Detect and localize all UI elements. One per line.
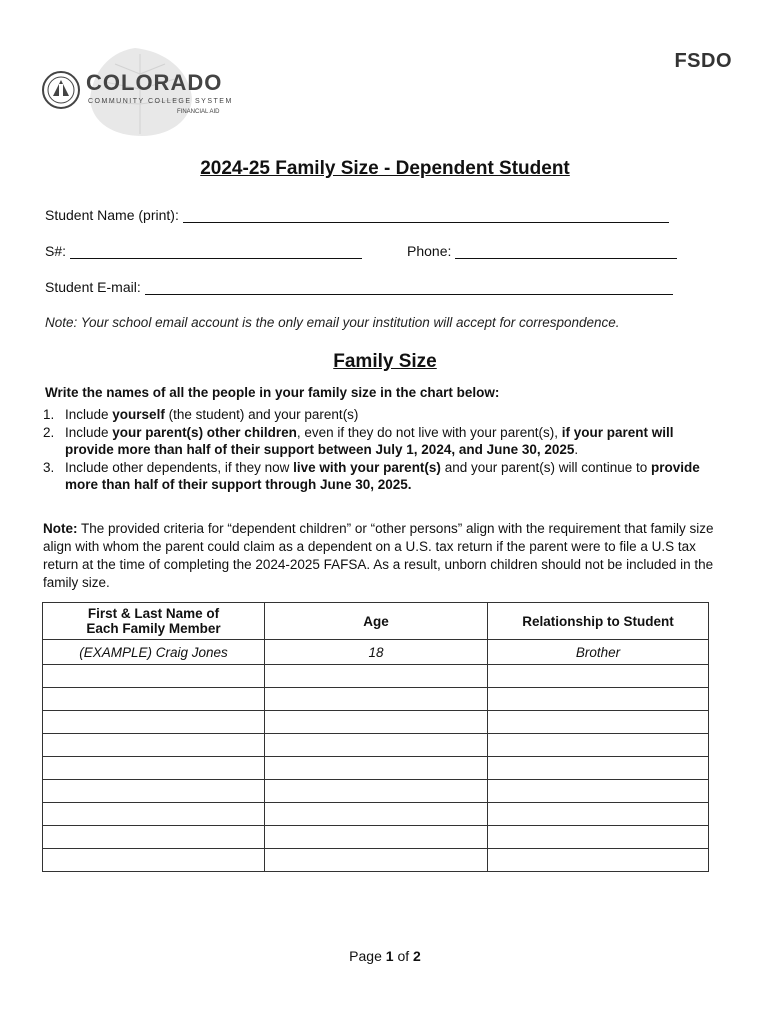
instructions-heading: Write the names of all the people in your family size in the chart below: — [45, 385, 500, 400]
phone-input-line[interactable] — [455, 244, 677, 259]
header-name: First & Last Name of Each Family Member — [43, 603, 265, 640]
student-name-field[interactable] — [45, 207, 669, 223]
cell-age[interactable] — [265, 826, 488, 849]
s-number-field[interactable] — [45, 243, 362, 259]
cell-age[interactable] — [265, 849, 488, 872]
cell-name[interactable] — [43, 803, 265, 826]
cell-relationship[interactable] — [488, 688, 709, 711]
cell-relationship[interactable] — [488, 757, 709, 780]
table-row — [43, 734, 709, 757]
cell-name[interactable] — [43, 780, 265, 803]
table-row — [43, 757, 709, 780]
section-title: Family Size — [333, 351, 437, 372]
table-row — [43, 803, 709, 826]
criteria-note-text: The provided criteria for “dependent children” or “other persons” align with the requirement that family size align with whom the parent could claim as a dependent on a U.S. tax return if the parent were to file a U.S tax return at the time of completing the 2024-2025 FAFSA. As a result, unborn children should not be included in the family size. — [43, 521, 714, 590]
example-age: 18 — [265, 640, 488, 665]
form-code: FSDO — [674, 50, 732, 72]
cell-age[interactable] — [265, 688, 488, 711]
cell-relationship[interactable] — [488, 734, 709, 757]
cell-age[interactable] — [265, 734, 488, 757]
email-label: Student E-mail: — [45, 279, 141, 295]
cell-name[interactable] — [43, 757, 265, 780]
email-input-line[interactable] — [145, 280, 673, 295]
instructions-list — [43, 406, 723, 494]
example-name: (EXAMPLE) Craig Jones — [43, 640, 265, 665]
logo-department: FINANCIAL AID — [177, 109, 220, 115]
student-name-label: Student Name (print): — [45, 207, 179, 223]
instruction-item: 3. Include other dependents, if they now live with your parent(s) and your parent(s) will continue to provide more than half of their support through June 30, 2025. — [43, 459, 700, 492]
cell-name[interactable] — [43, 711, 265, 734]
cell-name[interactable] — [43, 849, 265, 872]
page-title: 2024-25 Family Size - Dependent Student — [200, 158, 570, 179]
cell-age[interactable] — [265, 665, 488, 688]
example-relationship: Brother — [488, 640, 709, 665]
header-relationship: Relationship to Student — [488, 603, 709, 640]
header-age: Age — [265, 603, 488, 640]
instruction-item: 1. Include yourself (the student) and your parent(s) — [43, 407, 359, 422]
s-number-label: S#: — [45, 243, 67, 259]
cell-relationship[interactable] — [488, 780, 709, 803]
cell-name[interactable] — [43, 826, 265, 849]
table-header-row — [43, 603, 709, 640]
cell-name[interactable] — [43, 665, 265, 688]
instruction-item: 2. Include your parent(s) other children, even if they do not live with your parent(s), if your parent will provide more than half of their support between July 1, 2024, and June 30, 2025. — [43, 424, 674, 457]
cell-name[interactable] — [43, 688, 265, 711]
table-row — [43, 711, 709, 734]
cell-age[interactable] — [265, 711, 488, 734]
student-name-input-line[interactable] — [183, 208, 669, 223]
logo-subtitle: COMMUNITY COLLEGE SYSTEM — [88, 98, 233, 105]
table-row — [43, 849, 709, 872]
cell-relationship[interactable] — [488, 665, 709, 688]
criteria-note-label: Note: — [43, 521, 78, 536]
table-row — [43, 826, 709, 849]
cell-age[interactable] — [265, 757, 488, 780]
colorado-ccs-logo — [40, 44, 240, 139]
phone-field[interactable] — [407, 243, 677, 259]
cell-name[interactable] — [43, 734, 265, 757]
example-row — [43, 640, 709, 665]
table-row — [43, 688, 709, 711]
email-field[interactable] — [45, 279, 673, 295]
table-row — [43, 780, 709, 803]
cell-relationship[interactable] — [488, 849, 709, 872]
cell-age[interactable] — [265, 803, 488, 826]
email-note: Note: Your school email account is the only email your institution will accept for correspondence. — [45, 315, 620, 330]
logo-title: COLORADO — [86, 70, 223, 95]
phone-label: Phone: — [407, 243, 452, 259]
family-size-table — [42, 602, 709, 872]
cell-relationship[interactable] — [488, 826, 709, 849]
cell-relationship[interactable] — [488, 711, 709, 734]
criteria-note — [43, 520, 723, 592]
s-number-input-line[interactable] — [70, 244, 362, 259]
cell-age[interactable] — [265, 780, 488, 803]
cell-relationship[interactable] — [488, 803, 709, 826]
page-number: Page 1 of 2 — [349, 948, 421, 964]
table-row — [43, 665, 709, 688]
